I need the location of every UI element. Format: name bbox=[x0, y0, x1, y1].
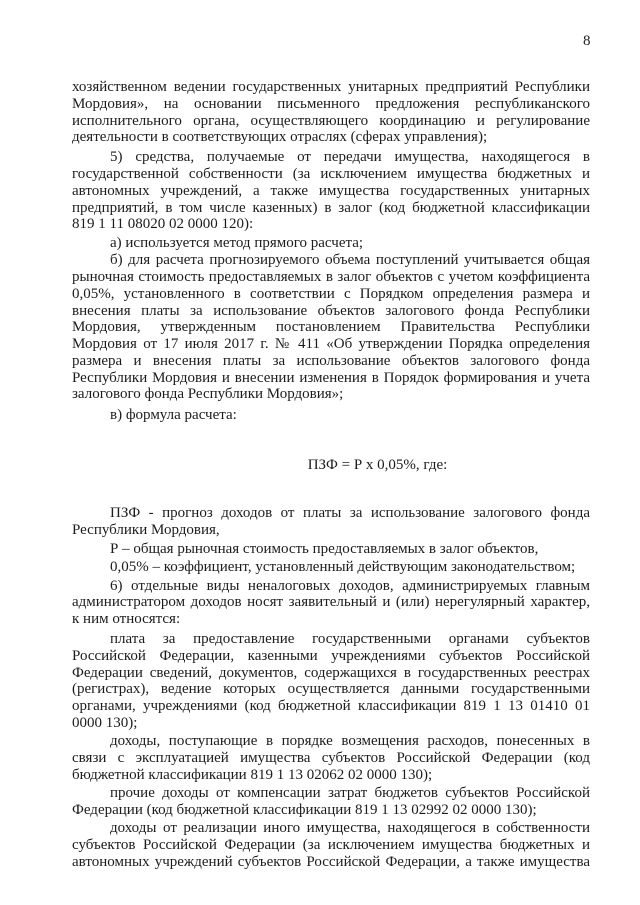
text-line: Республики Мордовия, bbox=[72, 522, 220, 538]
text-line: государственной собственности (за исключением имущества бюджетных и bbox=[72, 166, 590, 182]
text-line: автономных учреждений субъектов Российской Федерации, а также имущества bbox=[72, 854, 590, 870]
text-line: 6) отдельные виды неналоговых доходов, администрируемых главным bbox=[110, 578, 590, 594]
text-line: рыночная стоимость предоставляемых в залог объектов с учетом коэффициента bbox=[72, 269, 590, 285]
text-line: внесения платы за использование объектов залогового фонда Республики bbox=[72, 303, 590, 319]
text-line: связи с эксплуатацией имущества субъектов Российской Федерации (код bbox=[72, 750, 590, 766]
text-line: доходы от реализации иного имущества, находящегося в собственности bbox=[110, 820, 590, 836]
text-line: Федерации сведений, документов, содержащихся в государственных реестрах bbox=[72, 665, 590, 681]
text-line: Р – общая рыночная стоимость предоставляемых в залог объектов, bbox=[110, 541, 539, 557]
text-line: Российской Федерации, казенными учреждениями субъектов Российской bbox=[72, 648, 590, 664]
text-line: исполнительного органа, осуществляющего координацию и регулирование bbox=[72, 113, 590, 129]
text-line: Республики Мордовия и внесении изменения в Порядок формирования и учета bbox=[72, 370, 590, 386]
text-line: Мордовия», на основании письменного предложения республиканского bbox=[72, 96, 590, 112]
text-line: бюджетной классификации 819 1 13 02062 02 0000 130); bbox=[72, 767, 433, 783]
text-line: Федерации (код бюджетной классификации 819 1 13 02992 02 0000 130); bbox=[72, 802, 537, 818]
text-line: б) для расчета прогнозируемого объема поступлений учитывается общая bbox=[110, 252, 590, 268]
text-line: плата за предоставление государственными органами субъектов bbox=[110, 631, 590, 647]
text-line: прочие доходы от компенсации затрат бюджетов субъектов Российской bbox=[110, 785, 590, 801]
page-number: 8 bbox=[583, 33, 591, 49]
text-line: хозяйственном ведении государственных унитарных предприятий Республики bbox=[72, 79, 590, 95]
text-line: 5) средства, получаемые от передачи имущества, находящегося в bbox=[110, 149, 590, 165]
text-line: доходы, поступающие в порядке возмещения расходов, понесенных в bbox=[110, 733, 590, 749]
text-line: а) используется метод прямого расчета; bbox=[110, 235, 364, 251]
text-line: органами, учреждениями (код бюджетной классификации 819 1 13 01410 01 bbox=[72, 698, 590, 714]
text-line: к ним относятся: bbox=[72, 611, 181, 627]
text-line: 0,05% – коэффициент, установленный действующим законодательством; bbox=[110, 559, 576, 575]
text-line: автономных учреждений, а также имущества государственных унитарных bbox=[72, 183, 590, 199]
text-line: предприятий, в том числе казенных) в залог (код бюджетной классификации bbox=[72, 200, 590, 216]
formula-line: ПЗФ = Р х 0,05%, где: bbox=[307, 457, 448, 473]
text-line: размера и внесения платы за использование объектов залогового фонда bbox=[72, 353, 590, 369]
text-line: Мордовия от 17 июля 2017 г. № 411 «Об утверждении Порядка определения bbox=[72, 336, 590, 352]
text-line: 0,05%, установленного в соответствии с Порядком определения размера и bbox=[72, 286, 590, 302]
text-line: 819 1 11 08020 02 0000 120): bbox=[72, 216, 254, 232]
text-line: субъектов Российской Федерации (за исключением имущества бюджетных и bbox=[72, 837, 590, 853]
text-line: администратором доходов носят заявительный и (или) нерегулярный характер, bbox=[72, 594, 590, 610]
text-line: Мордовия, утвержденным постановлением Правительства Республики bbox=[72, 319, 590, 335]
text-line: деятельности в соответствующих отраслях (сферах управления); bbox=[72, 129, 488, 145]
text-line: в) формула расчета: bbox=[110, 407, 237, 423]
text-line: ПЗФ - прогноз доходов от платы за использование залогового фонда bbox=[110, 505, 590, 521]
text-line: (регистрах), ведение которых осуществляется данными государственными bbox=[72, 681, 590, 697]
text-line: 0000 130); bbox=[72, 715, 138, 731]
text-line: залогового фонда Республики Мордовия»; bbox=[72, 386, 344, 402]
